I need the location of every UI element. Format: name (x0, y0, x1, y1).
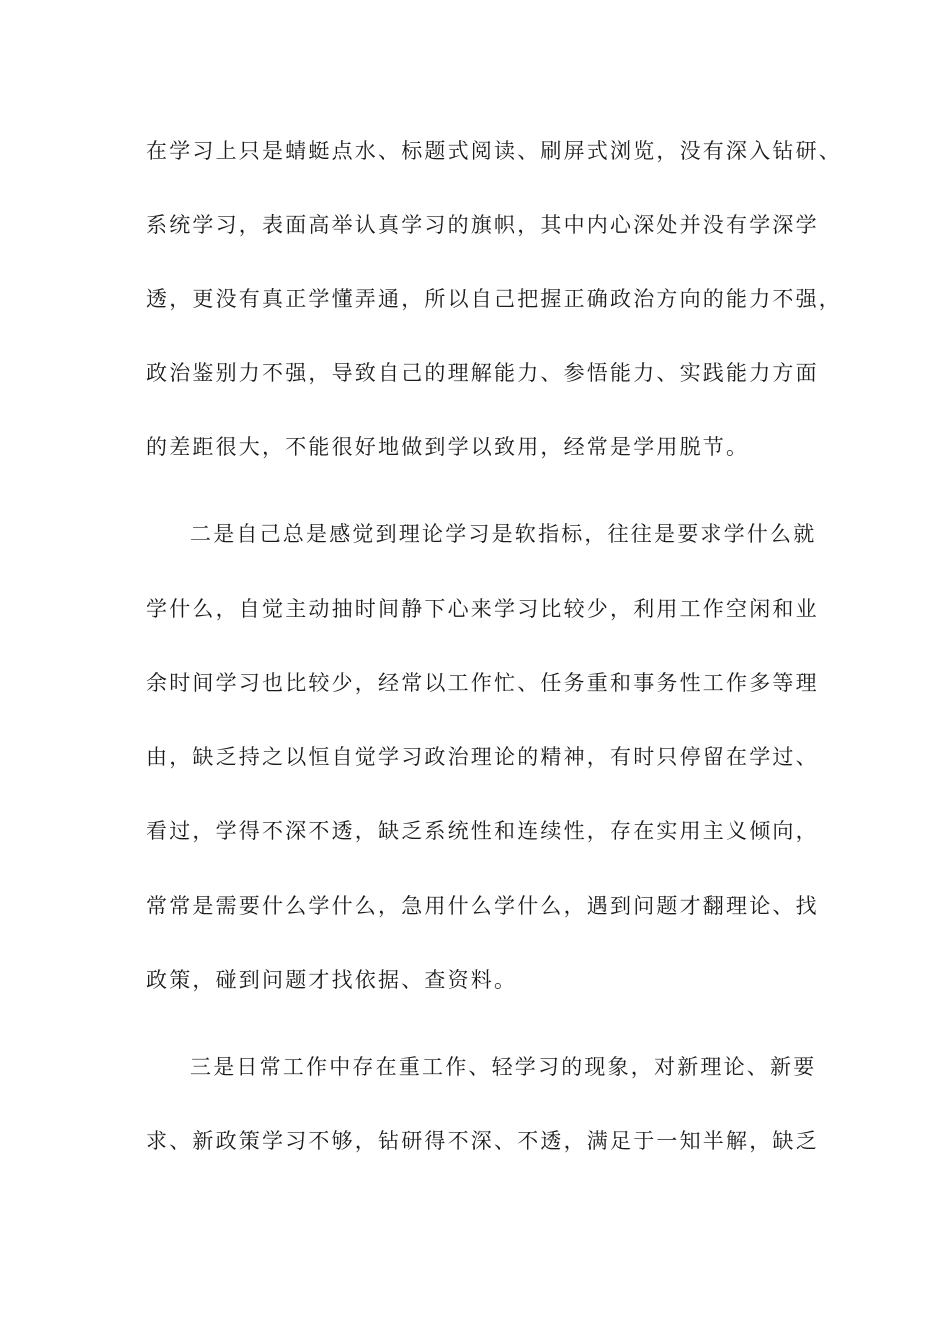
paragraph-2-line-4: 由，缺乏持之以恒自觉学习政治理论的精神，有时只停留在学过、 (146, 745, 819, 769)
paragraph-1-line-2: 系统学习，表面高举认真学习的旗帜，其中内心深处并没有学深学 (146, 213, 819, 237)
paragraph-1-line-5: 的差距很大，不能很好地做到学以致用，经常是学用脱节。 (146, 435, 750, 459)
paragraph-1-line-3: 透，更没有真正学懂弄通，所以自己把握正确政治方向的能力不强， (146, 287, 842, 311)
paragraph-3-line-2: 求、新政策学习不够，钻研得不深、不透，满足于一知半解，缺乏 (146, 1129, 819, 1153)
paragraph-2-line-3: 余时间学习也比较少，经常以工作忙、任务重和事务性工作多等理 (146, 671, 819, 695)
paragraph-1-line-4: 政治鉴别力不强，导致自己的理解能力、参悟能力、实践能力方面 (146, 361, 819, 385)
paragraph-2-line-7: 政策，碰到问题才找依据、查资料。 (146, 968, 518, 992)
paragraph-2-line-1: 二是自己总是感觉到理论学习是软指标，往往是要求学什么就 (190, 522, 817, 546)
paragraph-1-line-1: 在学习上只是蜻蜓点水、标题式阅读、刷屏式浏览，没有深入钻研、 (146, 139, 842, 163)
paragraph-2-line-5: 看过，学得不深不透，缺乏系统性和连续性，存在实用主义倾向， (146, 819, 819, 843)
paragraph-3-line-1: 三是日常工作中存在重工作、轻学习的现象，对新理论、新要 (190, 1055, 817, 1079)
paragraph-2-line-6: 常常是需要什么学什么，急用什么学什么，遇到问题才翻理论、找 (146, 894, 819, 918)
paragraph-2-line-2: 学什么，自觉主动抽时间静下心来学习比较少，利用工作空闲和业 (146, 597, 819, 621)
